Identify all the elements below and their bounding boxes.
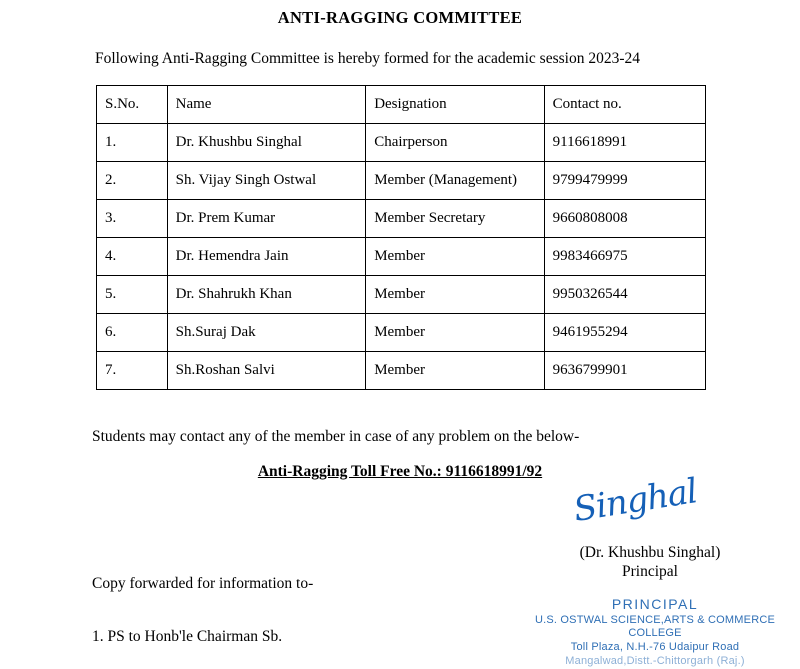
cell-sno: 3. (97, 200, 168, 238)
header-designation: Designation (366, 86, 544, 124)
header-name: Name (167, 86, 366, 124)
header-sno: S.No. (97, 86, 168, 124)
table-row (97, 314, 706, 352)
stamp-district: Mangalwad,Distt.-Chittorgarh (Raj.) (565, 654, 745, 667)
cell-contact: 9660808008 (544, 200, 705, 238)
copy-forwarded-line: Copy forwarded for information to- (92, 575, 314, 592)
cell-name: Sh.Suraj Dak (167, 314, 366, 352)
cell-contact: 9116618991 (544, 124, 705, 162)
cell-sno: 6. (97, 314, 168, 352)
cell-contact: 9799479999 (544, 162, 705, 200)
header-contact: Contact no. (544, 86, 705, 124)
cell-sno: 5. (97, 276, 168, 314)
cell-designation: Member (366, 276, 544, 314)
table-row (97, 352, 706, 390)
cell-sno: 1. (97, 124, 168, 162)
cell-contact: 9983466975 (544, 238, 705, 276)
cell-designation: Member (Management) (366, 162, 544, 200)
document-page (0, 8, 800, 667)
table-row (97, 276, 706, 314)
cell-name: Dr. Khushbu Singhal (167, 124, 366, 162)
stamp-title: PRINCIPAL (611, 596, 699, 612)
table-header-row (97, 86, 706, 124)
signature-block (520, 543, 780, 582)
cell-designation: Member (366, 314, 544, 352)
principal-stamp (520, 596, 790, 669)
cell-contact: 9950326544 (544, 276, 705, 314)
cell-designation: Member Secretary (366, 200, 544, 238)
signatory-designation: Principal (622, 563, 678, 581)
cell-sno: 4. (97, 238, 168, 276)
table-row (97, 162, 706, 200)
table-row (97, 238, 706, 276)
signature-ink: Singhal (570, 471, 700, 531)
cell-designation: Member (366, 352, 544, 390)
cell-contact: 9636799901 (544, 352, 705, 390)
stamp-address: Toll Plaza, N.H.-76 Udaipur Road (570, 641, 740, 653)
contact-note: Students may contact any of the member in case of any problem on the below- (92, 428, 580, 445)
committee-table (96, 85, 706, 390)
cell-sno: 7. (97, 352, 168, 390)
stamp-college: U.S. OSTWAL SCIENCE,ARTS & COMMERCE COLLEGE (534, 613, 776, 640)
cell-contact: 9461955294 (544, 314, 705, 352)
table-row (97, 124, 706, 162)
cell-sno: 2. (97, 162, 168, 200)
cell-name: Dr. Hemendra Jain (167, 238, 366, 276)
table-row (97, 200, 706, 238)
signatory-name: (Dr. Khushbu Singhal) (579, 544, 721, 561)
cell-name: Dr. Prem Kumar (167, 200, 366, 238)
cell-name: Dr. Shahrukh Khan (167, 276, 366, 314)
cell-name: Sh.Roshan Salvi (167, 352, 366, 390)
toll-free-text: Anti-Ragging Toll Free No.: 9116618991/92 (257, 463, 543, 480)
cell-designation: Member (366, 238, 544, 276)
recipient-item: 1. PS to Honb'le Chairman Sb. (92, 628, 283, 645)
page-title: ANTI-RAGGING COMMITTEE (277, 8, 523, 27)
cell-designation: Chairperson (366, 124, 544, 162)
cell-name: Sh. Vijay Singh Ostwal (167, 162, 366, 200)
intro-paragraph: Following Anti-Ragging Committee is hereby formed for the academic session 2023-24 (95, 50, 640, 67)
